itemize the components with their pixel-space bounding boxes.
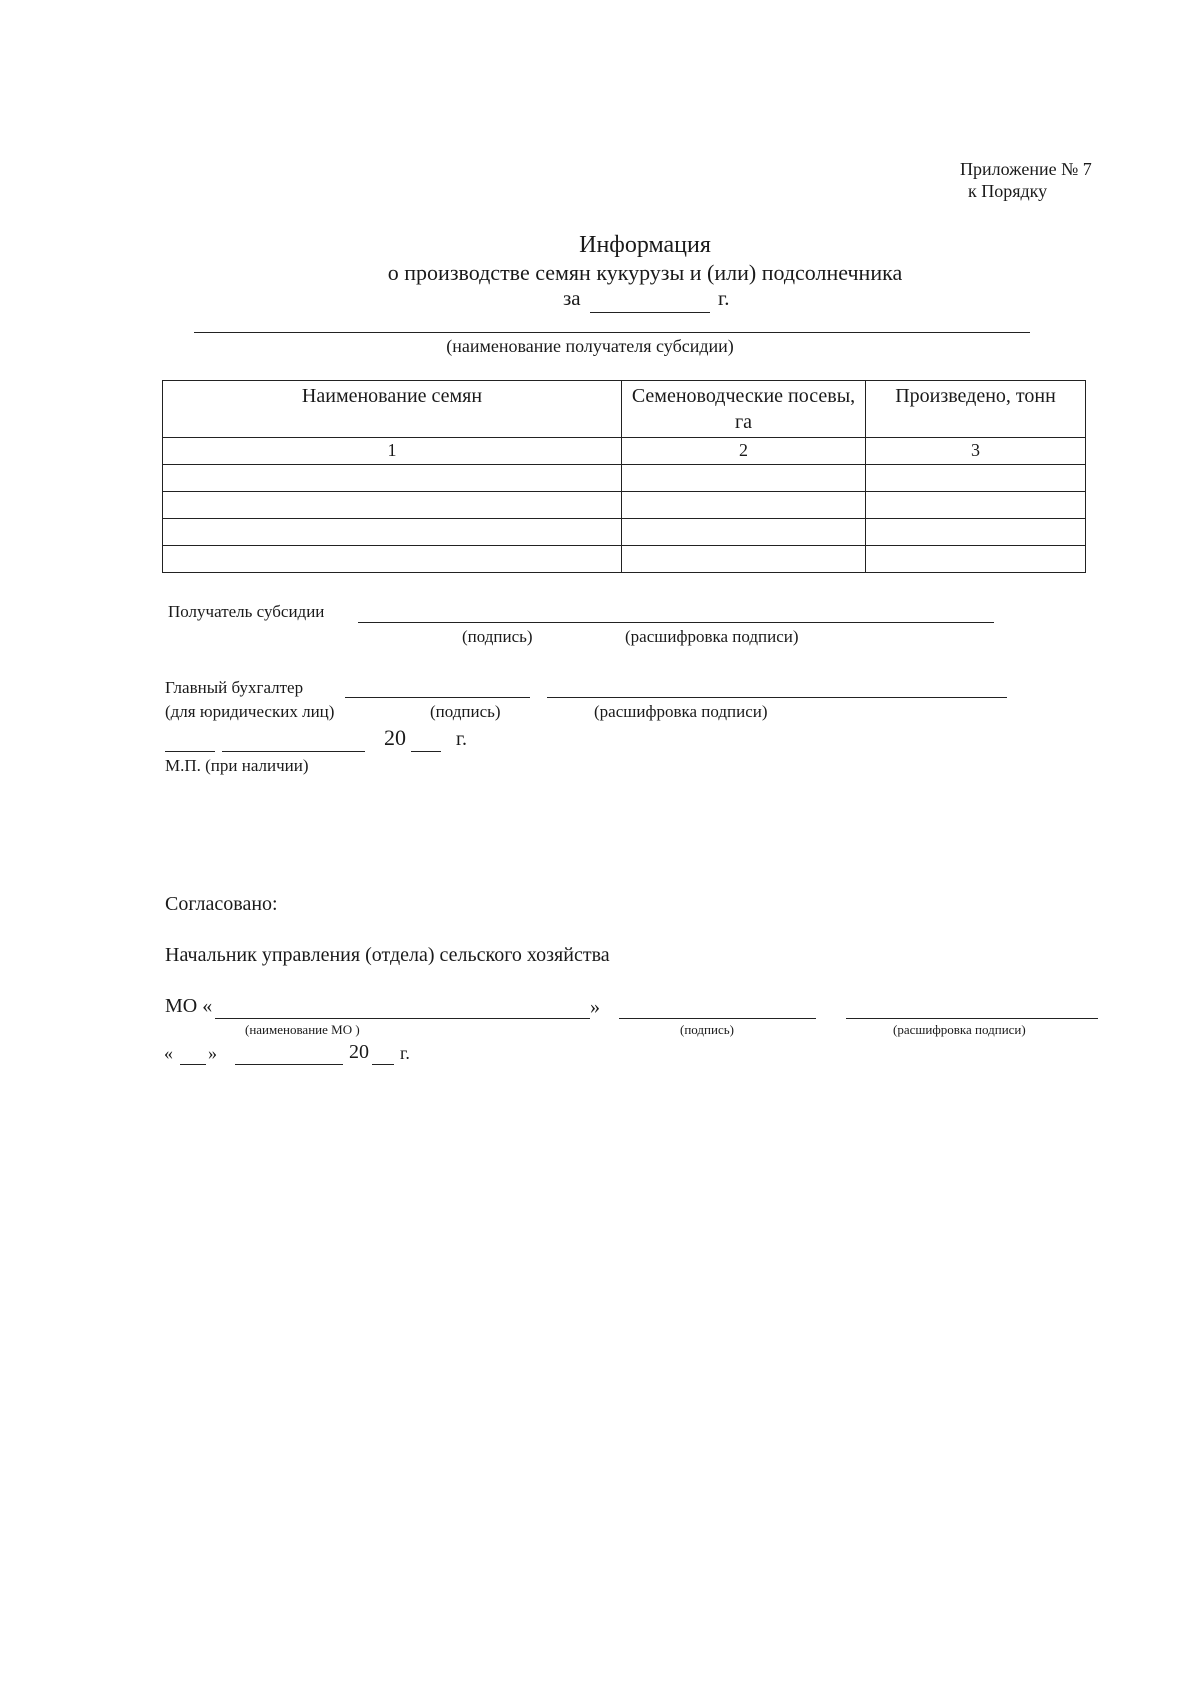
stamp-note: М.П. (при наличии) <box>165 756 309 775</box>
column-header-produced: Произведено, тонн <box>866 381 1086 438</box>
table-row <box>163 465 1086 492</box>
approval-decoding-caption: (расшифровка подписи) <box>893 1022 1026 1037</box>
table-cell[interactable] <box>866 519 1086 546</box>
accountant-label-note: (для юридических лиц) <box>165 702 335 721</box>
approval-date-open-quote: « <box>164 1043 173 1063</box>
accountant-label: Главный бухгалтер <box>165 678 304 697</box>
recipient-sign-label: Получатель субсидии <box>168 602 325 621</box>
period-blank[interactable] <box>590 312 710 313</box>
table-header-row <box>163 381 1086 438</box>
accountant-decoding-caption: (расшифровка подписи) <box>594 702 768 721</box>
recipient-signature-blank[interactable] <box>358 622 994 623</box>
column-number: 3 <box>866 438 1086 465</box>
table-cell[interactable] <box>622 492 866 519</box>
column-number: 2 <box>622 438 866 465</box>
table-cell[interactable] <box>622 519 866 546</box>
approval-decoding-blank[interactable] <box>846 1018 1098 1019</box>
accountant-date-month-blank[interactable] <box>222 751 365 752</box>
approval-heading: Согласовано: <box>165 893 278 915</box>
mo-name-blank[interactable] <box>215 1018 590 1019</box>
period-suffix: г. <box>718 286 730 310</box>
accountant-signature-caption: (подпись) <box>430 702 501 721</box>
mo-suffix: » <box>590 996 600 1018</box>
table-row <box>163 546 1086 573</box>
appendix-reference <box>960 158 1130 202</box>
table-cell[interactable] <box>866 546 1086 573</box>
document-title: Информация <box>579 232 711 258</box>
approval-date-year-suffix: г. <box>400 1043 410 1063</box>
table-cell[interactable] <box>622 465 866 492</box>
column-number-row <box>163 438 1086 465</box>
period-prefix: за <box>563 286 581 310</box>
recipient-decoding-caption: (расшифровка подписи) <box>625 627 799 646</box>
recipient-signature-caption: (подпись) <box>462 627 533 646</box>
approval-date-month-blank[interactable] <box>235 1064 343 1065</box>
approval-signature-blank[interactable] <box>619 1018 816 1019</box>
accountant-date-year-suffix: г. <box>456 728 467 750</box>
mo-prefix: МО « <box>165 995 213 1017</box>
approval-position: Начальник управления (отдела) сельского хозяйства <box>165 944 610 966</box>
recipient-name-blank[interactable] <box>194 332 1030 333</box>
table-cell[interactable] <box>866 465 1086 492</box>
accountant-date-year-blank[interactable] <box>411 751 441 752</box>
column-header-sown-area: Семеноводческие посевы, га <box>622 381 866 438</box>
recipient-name-caption: (наименование получателя субсидии) <box>446 336 734 356</box>
approval-date-close-quote: » <box>208 1043 217 1063</box>
column-number: 1 <box>163 438 622 465</box>
accountant-decoding-blank[interactable] <box>547 697 1007 698</box>
accountant-signature-blank[interactable] <box>345 697 530 698</box>
accountant-date-day-blank[interactable] <box>165 751 215 752</box>
appendix-number: Приложение № 7 <box>960 159 1092 179</box>
table-cell[interactable] <box>163 465 622 492</box>
table-cell[interactable] <box>622 546 866 573</box>
approval-date-year-prefix: 20 <box>349 1041 369 1063</box>
column-header-seed-name: Наименование семян <box>163 381 622 438</box>
table-row <box>163 519 1086 546</box>
appendix-order-ref: к Порядку <box>968 181 1048 201</box>
table-cell[interactable] <box>163 546 622 573</box>
approval-date-year-blank[interactable] <box>372 1064 394 1065</box>
approval-signature-caption: (подпись) <box>680 1022 734 1037</box>
seed-production-table <box>162 380 1086 573</box>
accountant-date-year-prefix: 20 <box>384 725 406 750</box>
table-cell[interactable] <box>163 492 622 519</box>
table-cell[interactable] <box>866 492 1086 519</box>
table-row <box>163 492 1086 519</box>
table-cell[interactable] <box>163 519 622 546</box>
document-subtitle: о производстве семян кукурузы и (или) подсолнечника <box>387 260 903 285</box>
mo-name-caption: (наименование МО ) <box>245 1022 360 1037</box>
approval-date-day-blank[interactable] <box>180 1064 206 1065</box>
